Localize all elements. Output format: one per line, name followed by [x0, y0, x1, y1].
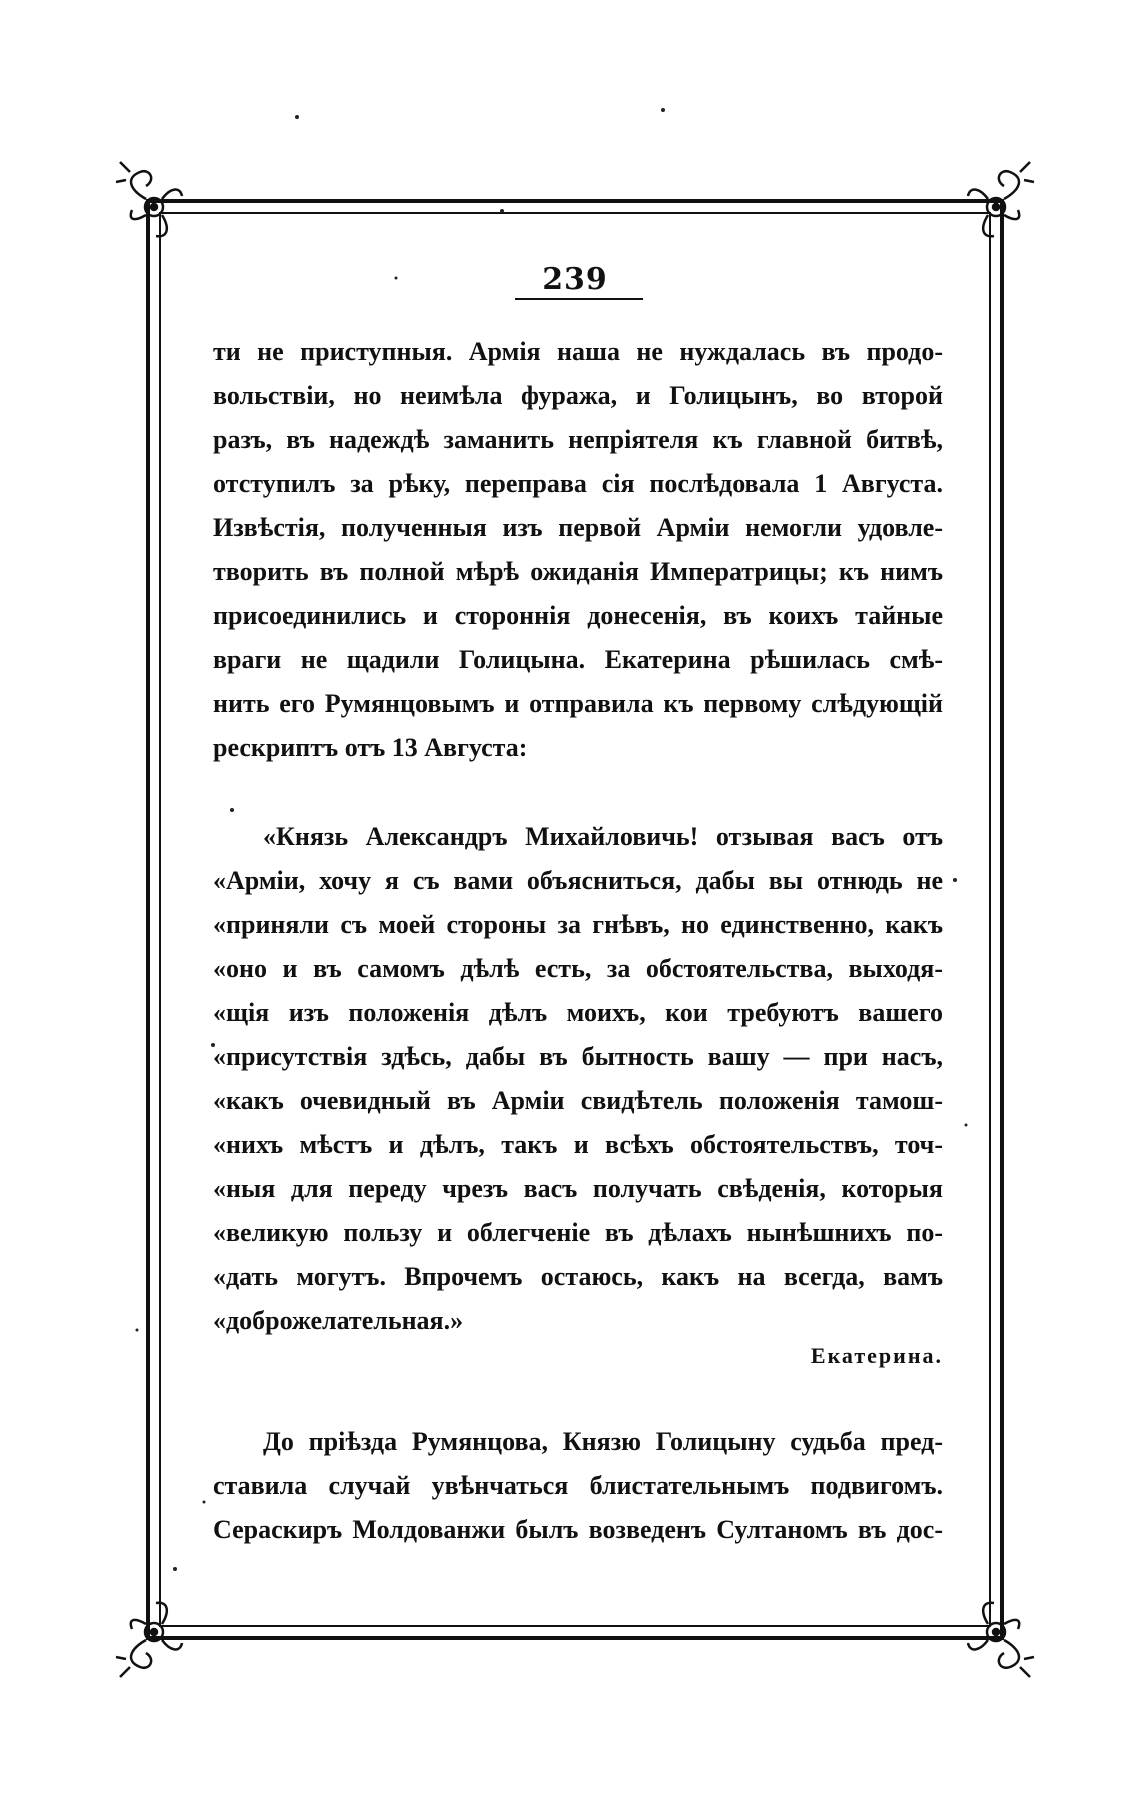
text-line: Сераскиръ Молдованжи былъ возведенъ Султаномъ въ дос- — [213, 1515, 943, 1544]
quote-line: «какъ очевидный въ Арміи свидѣтель положенія тамош- — [213, 1086, 943, 1115]
quote-line: «оно и въ самомъ дѣлѣ есть, за обстоятельства, выходя- — [213, 954, 943, 983]
text-line: отступилъ за рѣку, переправа сія послѣдовала 1 Августа. — [213, 469, 943, 498]
rescript-quote — [213, 815, 943, 1343]
text-line: Извѣстія, полученныя изъ первой Арміи немогли удовле- — [213, 513, 943, 542]
text-line: разъ, въ надеждѣ заманить непріятеля къ главной битвѣ, — [213, 425, 943, 454]
page-number-rule — [515, 298, 643, 300]
quote-line: «присутствія здѣсь, дабы въ бытность вашу — при насъ, — [213, 1042, 943, 1071]
quote-line: «нихъ мѣстъ и дѣлъ, такъ и всѣхъ обстоятельствъ, точ- — [213, 1130, 943, 1159]
text-line: До пріѣзда Румянцова, Князю Голицыну судьба пред- — [263, 1427, 943, 1456]
quote-line: «дать могутъ. Впрочемъ остаюсь, какъ на всегда, вамъ — [213, 1262, 943, 1291]
text-line: рескриптъ отъ 13 Августа: — [213, 733, 528, 762]
text-line: ти не приступныя. Армія наша не нуждалась въ продо- — [213, 337, 943, 366]
text-line: присоединились и стороннія донесенія, въ коихъ тайные — [213, 601, 943, 630]
quote-line: «ныя для переду чрезъ васъ получать свѣденія, которыя — [213, 1174, 943, 1203]
page-number: 239 — [542, 262, 608, 297]
quote-line: «Князь Александръ Михайловичь! отзывая васъ отъ — [263, 822, 943, 851]
paragraph-new — [213, 1420, 943, 1552]
quote-line: «щія изъ положенія дѣлъ моихъ, кои требуютъ вашего — [213, 998, 943, 1027]
text-line: враги не щадили Голицына. Екатерина рѣшилась смѣ- — [213, 645, 943, 674]
text-line: творить въ полной мѣрѣ ожиданія Императрицы; къ нимъ — [213, 557, 943, 586]
signature: Екатерина. — [810, 1343, 943, 1368]
text-line: вольствіи, но неимѣла фуража, и Голицынъ, во второй — [213, 381, 943, 410]
quote-line: «доброжелательная.» — [213, 1306, 464, 1335]
text-line: ставила случай увѣнчаться блистательнымъ подвигомъ. — [213, 1471, 943, 1500]
quote-line: «приняли съ моей стороны за гнѣвъ, но единственно, какъ — [213, 910, 943, 939]
quote-line: «Арміи, хочу я съ вами объясниться, дабы вы отнюдь не — [213, 866, 943, 895]
paragraph-continued — [213, 330, 943, 770]
text-line: нить его Румянцовымъ и отправила къ первому слѣдующій — [213, 689, 943, 718]
quote-line: «великую пользу и облегченіе въ дѣлахъ нынѣшнихъ по- — [213, 1218, 943, 1247]
